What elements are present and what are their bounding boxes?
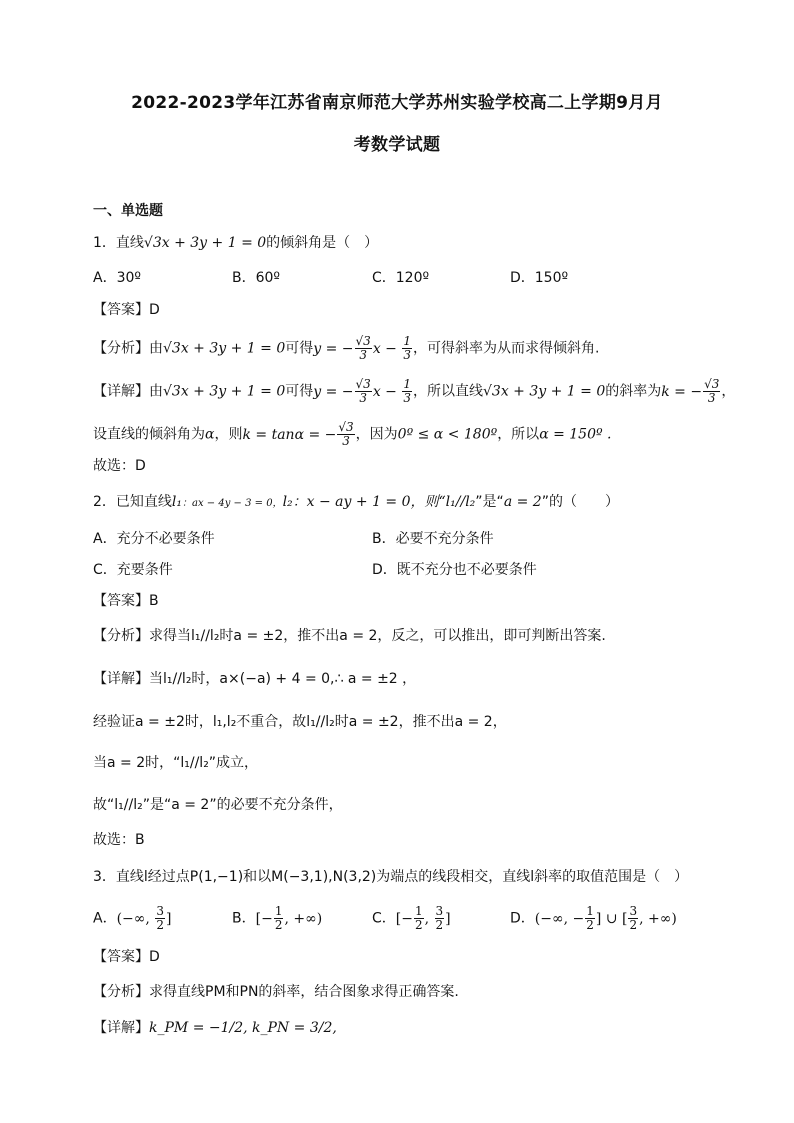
q2-analysis-text: 求得当l₁//l₂时a = ±2，推不出a = 2，反之，可以推出，即可判断出答案. [149, 628, 606, 644]
q2-stem-pre: 2．已知直线 [93, 494, 172, 510]
q1-option-c: C．120º [372, 270, 430, 286]
q3-option-a: A．(−∞, $\frac{3}{2}$ ] [93, 904, 172, 932]
q1-detail-line2-pre: 设直线的倾斜角为 [93, 426, 205, 443]
q1-detail-mid: 可得 [285, 383, 314, 400]
q2-option-c: C．充要条件 [93, 562, 173, 578]
detail-tag: 【详解】 [93, 383, 149, 400]
q1-conclusion: 故选：D [93, 458, 146, 474]
q2-l2: l₂ [282, 494, 293, 510]
q3-option-a-label: A． [93, 910, 117, 927]
answer-tag: 【答案】 [93, 302, 149, 318]
q3-detail [93, 1018, 337, 1038]
q3-option-c: C．[− $\frac{1}{2}$ , $\frac{3}{2}$ ] [372, 904, 451, 932]
section-heading: 一、单选题 [93, 203, 163, 219]
q3-option-b: B．[− $\frac{1}{2}$ , +∞) [232, 904, 323, 932]
q1-answer [93, 300, 160, 320]
answer-tag: 【答案】 [93, 593, 149, 609]
q2-stem-mid: ”是“ [475, 494, 504, 510]
q3-analysis-text: 求得直线PM和PN的斜率，结合图象求得正确答案. [149, 984, 459, 1000]
document-title-line1: 2022-2023学年江苏省南京师范大学苏州实验学校高二上学期9月月 [131, 93, 663, 113]
q1-analysis-solved: y = − $\frac{√3}{3}$ x − $\frac{1}{3}$ [313, 334, 411, 362]
q2-option-a: A．充分不必要条件 [93, 531, 215, 547]
q1-analysis-mid: 可得 [285, 340, 314, 357]
q1-tan-eq: k = tanα = − $\frac{√3}{3}$ [242, 420, 354, 448]
detail-tag: 【详解】 [93, 671, 149, 687]
q3-detail-text: k_PM = −1/2, k_PN = 3/2, [149, 1020, 337, 1036]
q1-detail-line2-mid: ，则 [214, 426, 243, 443]
analysis-tag: 【分析】 [93, 984, 149, 1000]
q2-eq2: ：x − ay + 1 = 0，则“ [292, 494, 446, 510]
q3-answer [93, 947, 160, 967]
q2-answer [93, 591, 159, 611]
answer-tag: 【答案】 [93, 949, 149, 965]
analysis-tag: 【分析】 [93, 628, 149, 644]
q1-detail-solved: y = − $\frac{√3}{3}$ x − $\frac{1}{3}$ [313, 377, 411, 405]
q1-analysis-post: ，可得斜率为从而求得倾斜角. [412, 340, 600, 357]
q1-stem-pre: 1．直线 [93, 235, 144, 251]
q1-option-d: D．150º [510, 270, 569, 286]
q2-detail-line3: 当a = 2时，“l₁//l₂”成立， [93, 755, 259, 771]
q1-detail: 【详解】由√3x + 3y + 1 = 0可得y = − $\frac{√3}{3}$ x − $\frac{1}{3}$ ，所以直线√3x + 3y + 1 = 0的斜率为k = − $\frac{√3}{3}$ ， [93, 377, 736, 405]
q2-option-b: B．必要不充分条件 [372, 531, 494, 547]
q1-stem-post: 的倾斜角是（ ） [266, 235, 379, 251]
q2-condition: a = 2 [503, 494, 542, 510]
q1-detail-eq: √3x + 3y + 1 = 0 [163, 383, 286, 400]
q2-detail-line2: 经验证a = ±2时，l₁,l₂不重合，故l₁//l₂时a = ±2，推不出a = 2， [93, 714, 507, 730]
q2-l1: l₁ [171, 494, 183, 510]
q3-answer-value: D [149, 949, 160, 965]
q3-stem: 3．直线l经过点P(1,−1)和以M(−3,1),N(3,2)为端点的线段相交，直线l斜率的取值范围是（ ） [93, 869, 689, 885]
q1-detail-line2-mid3: ，所以 [497, 426, 540, 443]
q1-range: 0º ≤ α < 180º [397, 426, 498, 443]
q1-analysis-pre: 由 [149, 340, 163, 357]
q3-option-c-label: C． [372, 910, 396, 927]
q3-option-d: D．(−∞, − $\frac{1}{2}$ ] ∪ [ $\frac{3}{2}$ , +∞) [510, 904, 677, 932]
analysis-tag: 【分析】 [93, 340, 149, 357]
q1-option-b: B．60º [232, 270, 281, 286]
q3-option-d-label: D． [510, 910, 535, 927]
q2-stem [93, 492, 619, 514]
detail-tag: 【详解】 [93, 1020, 149, 1036]
q2-option-d: D．既不充分也不必要条件 [372, 562, 537, 578]
q1-result: α = 150º . [539, 426, 612, 443]
document-title-line2: 考数学试题 [353, 135, 441, 155]
q2-detail-line4: 故“l₁//l₂”是“a = 2”的必要不充分条件， [93, 797, 343, 813]
q2-answer-value: B [149, 593, 159, 609]
q1-analysis [93, 335, 599, 362]
q2-stem-post: ”的（ ） [541, 494, 619, 510]
q1-alpha: α [205, 426, 215, 443]
q2-analysis [93, 626, 606, 646]
q3-option-b-label: B． [232, 910, 256, 927]
q1-detail-eq2: √3x + 3y + 1 = 0 [482, 383, 606, 400]
q1-detail-post: 的斜率为 [605, 383, 662, 400]
q1-option-a: A．30º [93, 270, 141, 286]
q1-answer-value: D [149, 302, 160, 318]
q2-conclusion: 故选：B [93, 832, 145, 848]
q2-detail [93, 669, 416, 689]
q1-detail-line2 [93, 421, 611, 448]
q1-analysis-eq: √3x + 3y + 1 = 0 [163, 340, 286, 357]
q1-slope: k = − $\frac{√3}{3}$ [661, 377, 720, 405]
q2-detail1: 当l₁//l₂时，a×(−a) + 4 = 0,∴ a = ±2 ， [149, 671, 417, 687]
q2-parallel: l₁//l₂ [445, 494, 476, 510]
q1-stem [93, 233, 378, 253]
q3-analysis [93, 982, 459, 1002]
q1-detail-mid2: ，所以直线 [412, 383, 483, 400]
q2-eq1: ：ax − 4y − 3 = 0， [182, 498, 283, 509]
q1-detail-line2-mid2: ，因为 [355, 426, 398, 443]
q1-equation: √3x + 3y + 1 = 0 [143, 235, 267, 251]
q1-detail-pre: 由 [149, 383, 163, 400]
